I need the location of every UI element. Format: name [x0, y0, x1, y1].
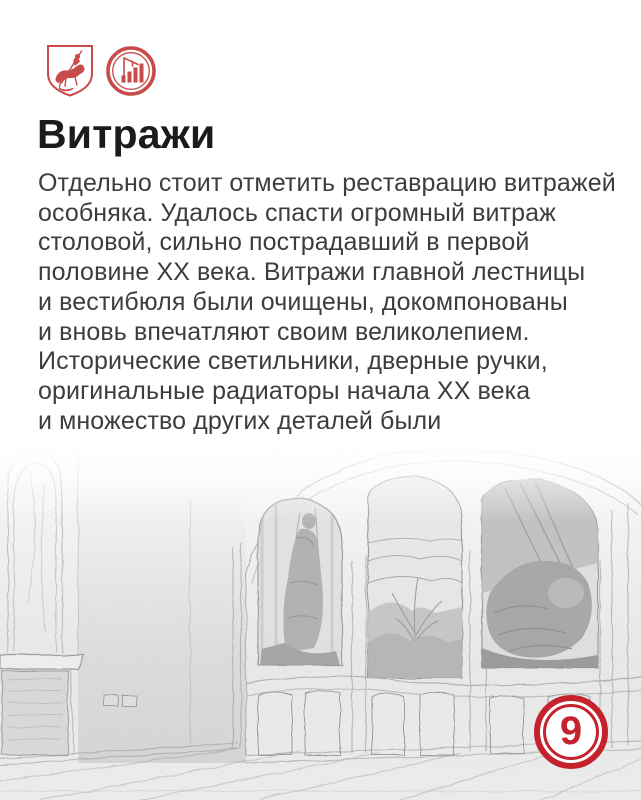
text-line: оригинальные радиаторы начала XX века — [38, 376, 531, 405]
page-number: 9 — [559, 709, 583, 753]
text-line: особняка. Удалось спасти огромный витраж — [38, 198, 556, 227]
page-number-badge — [534, 695, 608, 769]
text-line: Исторические светильники, дверные ручки, — [38, 347, 548, 376]
text-line: и вестибюля были очищены, докомпонованы — [38, 287, 568, 316]
text-line: и вновь впечатляют своим великолепием. — [38, 317, 530, 346]
text-line: Отдельно стоит отметить реставрацию витражей — [38, 169, 616, 197]
text-line: и множество других деталей были — [38, 406, 442, 435]
construction-complex-icon — [105, 45, 157, 97]
article-text — [38, 169, 623, 466]
text-line: половине XX века. Витражи главной лестницы — [38, 258, 586, 287]
text-line: столовой, сильно пострадавший в первой — [38, 228, 530, 257]
page-title: Витражи — [37, 111, 216, 157]
moscow-coat-of-arms-icon — [44, 43, 96, 98]
header-logos — [44, 43, 157, 98]
